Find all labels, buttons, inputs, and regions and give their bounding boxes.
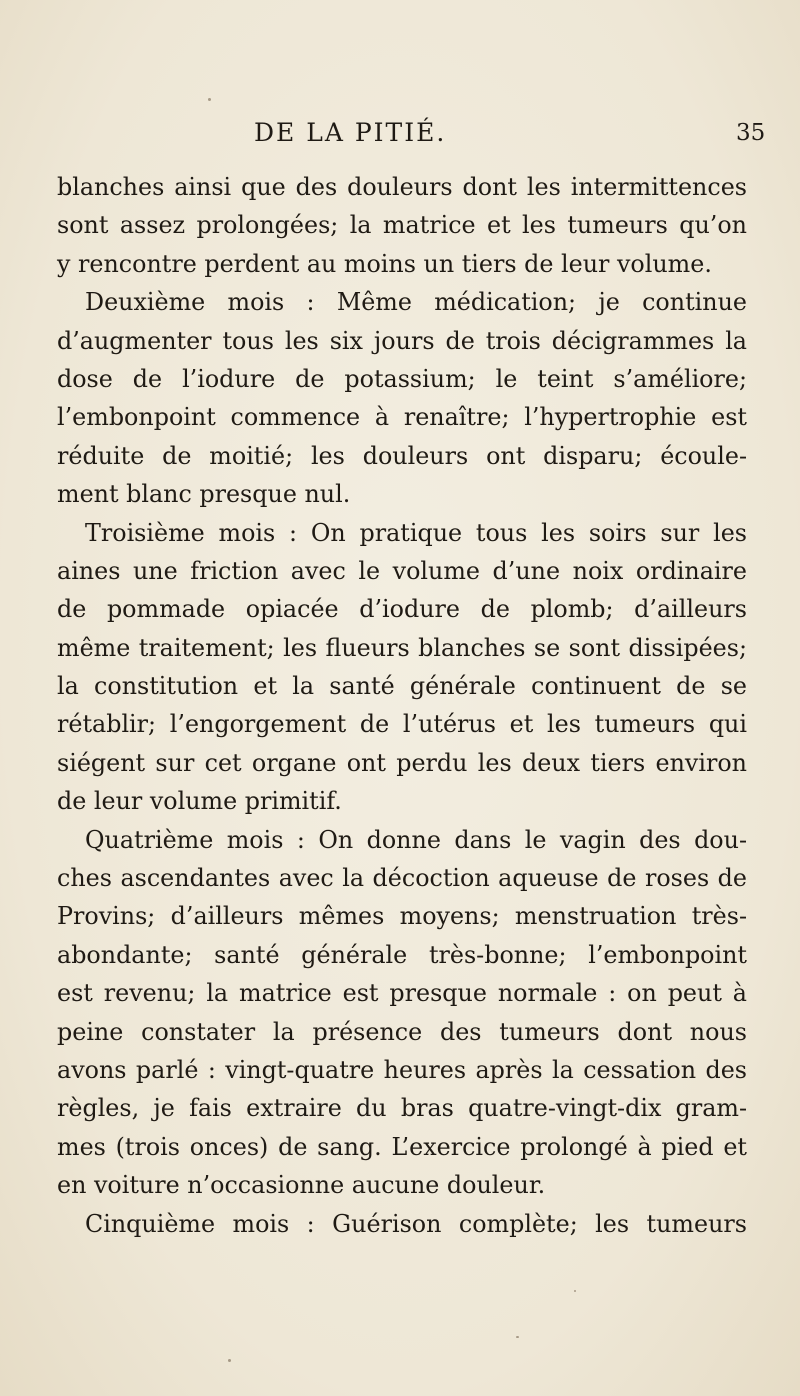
- text-line: y rencontre perdent au moins un tiers de leur volume.: [57, 249, 712, 278]
- text-line: même traitement; les flueurs blanches se sont dissipées;: [57, 633, 747, 662]
- text-line: est revenu; la matrice est presque normale : on peut à: [57, 979, 747, 1008]
- text-line: aines une friction avec le volume d’une noix ordinaire: [57, 556, 747, 585]
- text-line: sont assez prolongées; la matrice et les tumeurs qu’on: [57, 211, 747, 240]
- text-line: Provins; d’ailleurs mêmes moyens; menstruation très-: [57, 902, 747, 931]
- text-line: de pommade opiacée d’iodure de plomb; d’ailleurs: [57, 595, 747, 624]
- text-line: abondante; santé générale très-bonne; l’embonpoint: [57, 940, 747, 969]
- text-line: Cinquième mois : Guérison complète; les tumeurs: [85, 1209, 747, 1238]
- paper-speck: [208, 98, 211, 101]
- text-line: Quatrième mois : On donne dans le vagin des dou-: [85, 825, 747, 854]
- paper-speck: [574, 1290, 576, 1292]
- text-line: la constitution et la santé générale continuent de se: [57, 672, 747, 701]
- text-line: réduite de moitié; les douleurs ont disparu; écoule-: [57, 441, 747, 470]
- text-line: l’embonpoint commence à renaître; l’hypertrophie est: [57, 403, 747, 432]
- page-number: 35: [736, 120, 766, 146]
- paper-speck: [228, 1359, 231, 1362]
- text-line: dose de l’iodure de potassium; le teint s’améliore;: [57, 364, 747, 393]
- text-line: d’augmenter tous les six jours de trois décigrammes la: [57, 326, 747, 355]
- text-line: en voiture n’occasionne aucune douleur.: [57, 1171, 546, 1200]
- text-line: rétablir; l’engorgement de l’utérus et les tumeurs qui: [57, 710, 747, 739]
- text-line: Troisième mois : On pratique tous les soirs sur les: [85, 518, 747, 547]
- text-line: Deuxième mois : Même médication; je continue: [85, 288, 747, 317]
- running-head: DE LA PITIÉ.: [254, 118, 447, 147]
- text-line: mes (trois onces) de sang. L’exercice prolongé à pied et: [57, 1132, 747, 1161]
- text-line: peine constater la présence des tumeurs dont nous: [57, 1017, 747, 1046]
- text-line: avons parlé : vingt-quatre heures après la cessation des: [57, 1055, 747, 1084]
- body-text: [57, 168, 747, 1243]
- text-line: règles, je fais extraire du bras quatre-vingt-dix gram-: [57, 1094, 747, 1123]
- paper-speck: [516, 1336, 519, 1338]
- text-line: siégent sur cet organe ont perdu les deux tiers environ: [57, 748, 747, 777]
- text-line: ment blanc presque nul.: [57, 480, 351, 509]
- page-header: [0, 118, 800, 158]
- text-line: blanches ainsi que des douleurs dont les intermittences: [57, 173, 747, 201]
- text-line: de leur volume primitif.: [57, 787, 342, 816]
- text-line: ches ascendantes avec la décoction aqueuse de roses de: [57, 864, 747, 893]
